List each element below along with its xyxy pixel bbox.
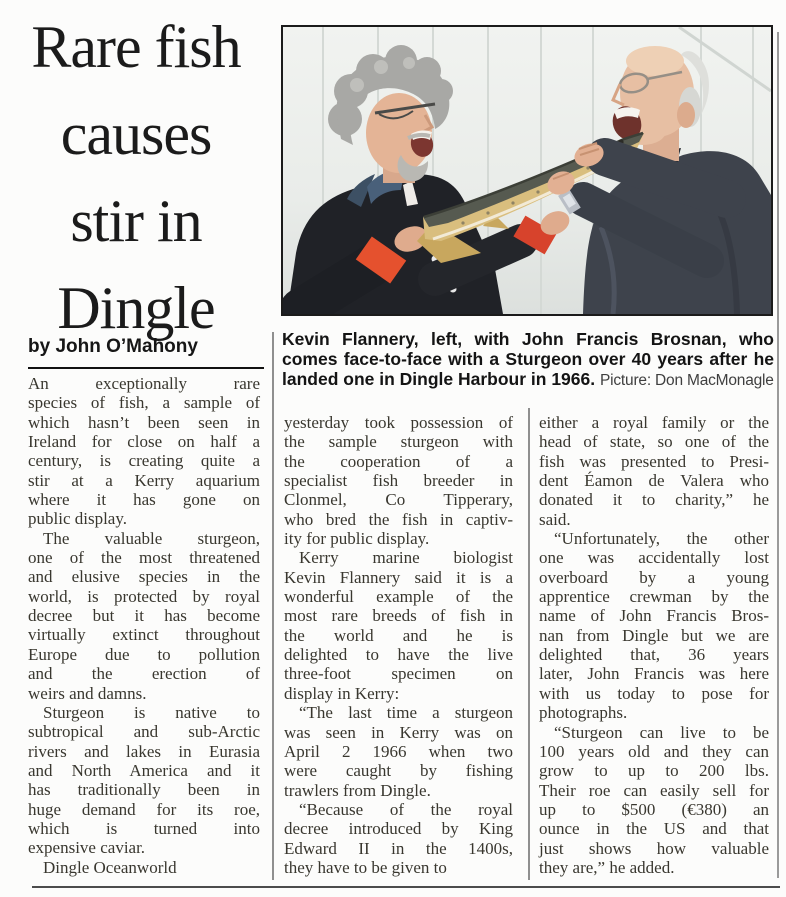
body-line: head of state, so one of the	[539, 432, 769, 452]
body-line: delighted to have the live	[284, 645, 513, 665]
body-line: the cooperation of a	[284, 451, 513, 471]
body-line: one of the most threatened	[28, 548, 260, 568]
body-line: “Sturgeon can live to be	[554, 722, 769, 742]
body-line: Dingle Oceanworld	[43, 857, 177, 877]
photo-caption	[282, 330, 774, 390]
body-line: Kevin Flannery said it is a	[284, 567, 513, 587]
body-line: were caught by fishing	[284, 761, 513, 781]
body-column-2	[284, 413, 513, 877]
body-line: yesterday took possession of	[284, 413, 513, 432]
page-edge-rule	[777, 32, 779, 878]
body-line: ity for public display.	[284, 529, 430, 549]
headline-line: Dingle	[57, 275, 215, 341]
body-line: delighted that, 36 years	[539, 645, 769, 665]
body-line: which is turned into	[28, 818, 260, 838]
body-line: who bred the fish in captiv-	[284, 509, 513, 529]
body-line: specialist fish breeder in	[284, 471, 513, 491]
body-line: apprentice crewman by the	[539, 587, 769, 607]
caption-text: landed one in Dingle Harbour in 1966.	[282, 368, 600, 389]
body-line: has traditionally been in	[28, 780, 260, 800]
body-line: with us today to pose for	[539, 683, 769, 703]
body-line: just shows how valuable	[539, 838, 769, 858]
body-line: either a royal family or the	[539, 413, 769, 432]
caption-line: Kevin Flannery, left, with John Francis Brosnan, who	[282, 329, 774, 349]
body-line: huge demand for its roe,	[28, 799, 260, 819]
body-line: which hasn’t been seen in	[28, 412, 260, 432]
body-line: display in Kerry:	[284, 683, 400, 703]
body-line: Their roe can easily sell for	[539, 780, 769, 800]
body-line: wonderful example of the	[284, 587, 513, 607]
body-line: where it has gone on	[28, 490, 260, 510]
body-line: overboard by a young	[539, 567, 769, 587]
body-line: weirs and damns.	[28, 683, 147, 703]
photo-illustration	[283, 27, 771, 314]
body-line: “Because of the royal	[299, 799, 513, 819]
body-line: Edward II in the 1400s,	[284, 838, 513, 858]
headline-line: Rare fish	[31, 14, 241, 80]
body-line: three-foot specimen on	[284, 664, 513, 684]
body-line: decree introduced by King	[284, 819, 513, 839]
body-line: was seen in Kerry was on	[284, 722, 513, 742]
body-line: Ireland for close on half a	[28, 432, 260, 452]
body-line: April 2 1966 when two	[284, 741, 513, 761]
body-line: “Unfortunately, the other	[554, 529, 769, 549]
body-column-1	[28, 374, 260, 877]
headline-line: stir in	[70, 188, 202, 254]
body-line: up to $500 (€380) an	[539, 799, 769, 819]
body-line: ounce in the US and that	[539, 819, 769, 839]
caption-line: comes face-to-face with a Sturgeon over 40 years after he	[282, 348, 774, 369]
body-line: expensive caviar.	[28, 838, 146, 858]
byline: by John O’Mahony	[28, 336, 264, 369]
caption-line	[282, 370, 774, 391]
body-line: world, is protected by royal	[28, 586, 260, 606]
body-line: 100 years old and they can	[539, 741, 769, 761]
headline	[0, 4, 272, 352]
body-line: rivers and lakes in Eurasia	[28, 741, 260, 761]
body-line: the sample sturgeon with	[284, 432, 513, 452]
body-line: and the erection of	[28, 664, 260, 684]
body-line: grow to up to 200 lbs.	[539, 761, 769, 781]
body-line: Clonmel, Co Tipperary,	[284, 490, 513, 510]
body-column-3	[539, 413, 769, 877]
body-line: fish was presented to Presi-	[539, 451, 769, 471]
photo	[281, 25, 773, 316]
body-line: and North America and it	[28, 760, 260, 780]
body-line: dent Éamon de Valera who	[539, 471, 769, 491]
body-line: trawlers from Dingle.	[284, 780, 431, 800]
body-line: photographs.	[539, 703, 628, 723]
body-line: century, is creating quite a	[28, 451, 260, 471]
headline-line: causes	[60, 101, 212, 167]
body-line: public display.	[28, 509, 127, 529]
column-rule-left	[272, 332, 274, 880]
body-line: later, John Francis was here	[539, 664, 769, 684]
body-line: name of John Francis Bros-	[539, 606, 769, 626]
body-line: Europe due to pollution	[28, 644, 260, 664]
body-line: one was accidentally lost	[539, 548, 769, 568]
body-line: said.	[539, 509, 571, 529]
body-line: they have to be given to	[284, 857, 447, 877]
photo-credit: Picture: Don MacMonagle	[599, 371, 774, 389]
body-line: donated it to charity,” he	[539, 490, 769, 510]
body-line: most rare breeds of fish in	[284, 606, 513, 626]
body-line: subtropical and sub-Arctic	[28, 722, 260, 742]
column-rule-right	[528, 408, 530, 880]
body-line: species of fish, a sample of	[28, 393, 260, 413]
body-line: An exceptionally rare	[28, 374, 260, 393]
body-line: virtually extinct throughout	[28, 625, 260, 645]
body-line: and elusive species in the	[28, 567, 260, 587]
body-line: the world and he is	[284, 625, 513, 645]
body-line: Sturgeon is native to	[43, 702, 260, 722]
body-line: Kerry marine biologist	[299, 548, 513, 568]
body-line: they are,” he added.	[539, 857, 675, 877]
body-line: decree but it has become	[28, 606, 260, 626]
body-line: nan from Dingle but we are	[539, 625, 769, 645]
bottom-rule	[32, 886, 780, 889]
body-line: “The last time a sturgeon	[299, 703, 513, 723]
body-line: stir at a Kerry aquarium	[28, 470, 260, 490]
body-line: The valuable sturgeon,	[43, 528, 260, 548]
